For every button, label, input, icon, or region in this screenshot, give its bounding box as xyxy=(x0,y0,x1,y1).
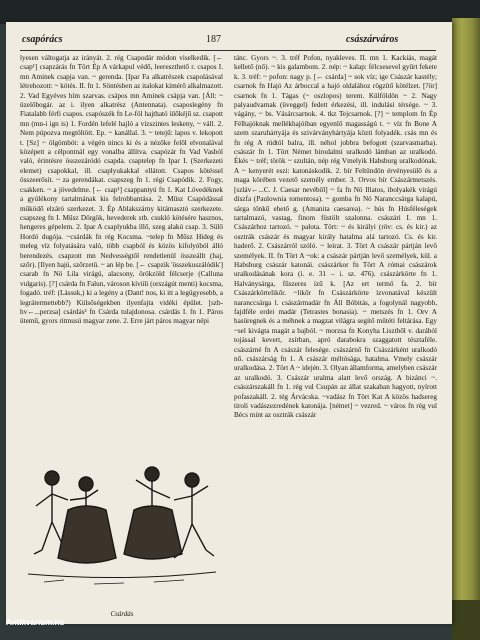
running-header xyxy=(6,34,452,48)
book-spine xyxy=(452,18,480,640)
dancers-illustration xyxy=(24,450,220,600)
right-column xyxy=(234,54,437,622)
right-column-text: tánc. Gyors ~. 3. tréf Pofon, nyakleves. II. mn 1. Kackiás, magát kellető (nő). ~ kis galambom. 2. nép: ~ kalap: félcsesevel gyűrt fekete k. 3. tréf: ~ pofon: nagy p. [← csárda] ~ sok víz; ige Császár kastély; csarnok fn Hajó Az árboccal a hajó oldalához rögzítő kötélzet. [?ör] csarnok fn 1. Tágas (~ oszlopos) terem. Külföldön ~ 2. Nagy palyaudvarnak (üveggel) fedett érkezési, ill. indulási térsége. ~ 3. vágány, ~ bs. Vásárcsarnok. 4. tkz Tejcsarnok. [?] ~ templom fn Ép Félhajóknak mellékhajóiban egyenlő magasságú t. ~ víz fn Bone A szem szaruhártyája és szivárványhártyája közti folyadék. csás mn és fn rég A rúdtól balra, ill. néhol jobbra befogott (szarvasmarha). császár fn 1. Tört Német birodalmi uralkodó lámban az uralkodó. Ékés ~ tréf; török ~ szultán, nép rég Vmelyik Habsburg uralkodónak. A ~ kenyerét eszi: katonáskodik. 2. bír Feltündön érvényesülő és a maga körében vezető személy ember. 3. Orvos bír Császármetszés. [szláv←...C. J. Caesar nevéből] ~ fa fn Nö Illatos, ibolyakék virágú díszfa (Paulownia tomentosa). ~ gomba fn Nö Naranccsárga kalapú, sárga tönkű ehető g. (Amanita caesarea). ~ hús fn Húsféleségek tartalmazó, vastag, finom füstölt szalonna. császári I. mn 1. Császárhoz tartozó. ~ palota. Tört: ~ és királyi (röv: cs. és kir.) az osztrák császár és magyar király hatalma alá tartozó. Cs. és kir. haderő. 2. Császárról szóló. ~ leirat. 3. Tört A császár pártján levő személyek. II. fn Tört A ~ok: a császár pártján levő személyek, kül. a Habsburg császár katonái. császárkor fn Tört A római császárok uralkodásának kora (i. e. 31 – i. sz. 476). császárkörte fn 1. Halványsárga, fűszeres ízű k. [Az ert termő fa. 2. bír Császárkörtelikőr. ~likőr fn Császárkörte ízvonatával készült naranccsárga l. császármadár fn Áll Bóbitás, a fogolynál nagyobb, fajdféle erdei madár (Tetrastes bonasia). ~ metszés fn 1. Orv A hasüregnek és a méhnek a magzat világra segítő műtéti feltárása. Egy ~sel kivágta magát a bajból. ~ morzsa fn Konyha Lisztből v. darából tojással kevert, zsírban, apró darabokra szaggatott tésztaféle. császárné fn A császár felesége. császárnő fn Császárként uralkodó nő. császárság fn 1. A császár méltósága, hatalma. Vmely császár uralkodása. 2. Tört A ~ idején. 3. Olyan államforma, amelyben császár az uralkodó. 3. Császár uralma alatt levő ország. A bizánci ~. császárszakáll fn 1. rég vul Csupán az állat szakaban hagyott, nyírott pofaszakáll. 2. tég Árvácska. ~vadász fn Tört Kat A közös hadsereg tiroli vadászezredének katonája. [német] ~ vezred. ~ város fn rég vul Bécs mint az osztrák császár xyxy=(234,54,437,420)
page-number: 187 xyxy=(206,34,221,45)
left-column xyxy=(20,54,223,446)
dictionary-page xyxy=(6,22,452,624)
background-top xyxy=(0,0,480,24)
left-column-text: lyesen váltogatja az irányát. 2. rég Csapodár módon viselkedik. [← csap¹] csapzárás fn Tört Ép A várkapul védő, leereszthető r. csapos I. mn Aminek csapja van. ~ gerenda. [Ipar Fa alkatrészek csapolásával létrehozott: ~ kötés. II. fn 1. Söntésben az italokat kimérő alkalmazott. 2. Vad Egyéves hím szarvas. csápos mn Aminek csápja van. [Áll: ~ üzelőbogár. az i. ilyen alkatrész (Antennata). csaposlegény fn Fiatalabb férfi csapos. csapószék fn Le-föl hajtható ülőkéjű sz. csapott mn (mn-i ign is) 1. Fordén lefelé hajló a vízszintes leskeny, ~ váll. 2. Nem púpozva megtöltött. Ep. ~ kanállal. 3. ~ tetejű: lapos v. lekopott t. [Sz] ~ ölgömböt: a végén nincs ki és a nézőke felől elvonalával középett a célpontnál egy vonalba állítva. csapózár fn Vad Vasból való, érintésre összezáródó csapda. csaptelep fn Ipar I. (Szerkezeti elemet) csapokkal, ill. csaplyukakkal ellátott. Csapos kötéssel összeerősít. ~ za gerendákat. csapszeg fn 1. régi Csapódik. 2. Fogy, csakken. ~ a jövedelme. [← csap¹] csappantyú fn 1. Kat Lövedéknek a gyúlékony tartalmának kis felrobbantása. 2. Műsz Csapódással működő elzáró szerkezet. 3. Ép Ablakszárny kitámasztó szerkezete. csapszeg fn I. Műsz Dörgök, hevederek stb. csukló kötésére hasznos, hengeres gépelem. 2. Ipar A csaplyukba illő, szeg alakú csap. 3. Sülő Hordó dugója. ~csárdák fn rég Kocsma. ~telep fn Műsz Hideg és meleg víz folyatására való, több csapból és közös kifolyóból álló berendezés. csapzott mn Nedvességtől rendetlenül összeállt (haj, szőr). [Ilyen hajú, szőrzetű. ~ an lép be. [← csapzik 'összekuszálódik'] csarab fn Nö Lila virágú, alacsony, örökzöld félcserje (Calluna vulgaris). [?] csárda fn Falun, városon kívüli (országút menti) kocsma, fogadó. tréf: (Lássuk,) ki a legény a (Dant! nos, ki itt a legügyesebb, a legrátermettebb?) Külsőségekben ilyenfajta vidéki épület. [szb-hv←...perzsa] csárdás² fn Csárda tulajdonosa. csárdás I. fn 1. Páros ütemű, gyors ritmusú magyar zene. 2. Erre járt páros magyar népi xyxy=(20,54,223,326)
header-rule xyxy=(20,50,436,51)
watermark: Antikvarium.hu xyxy=(6,618,65,627)
book-spine-shadow xyxy=(452,600,480,640)
header-right-guideword: császárváros xyxy=(346,34,399,45)
illustration-caption: Csárdás xyxy=(110,610,134,618)
header-left-guideword: csapórács xyxy=(22,34,63,45)
